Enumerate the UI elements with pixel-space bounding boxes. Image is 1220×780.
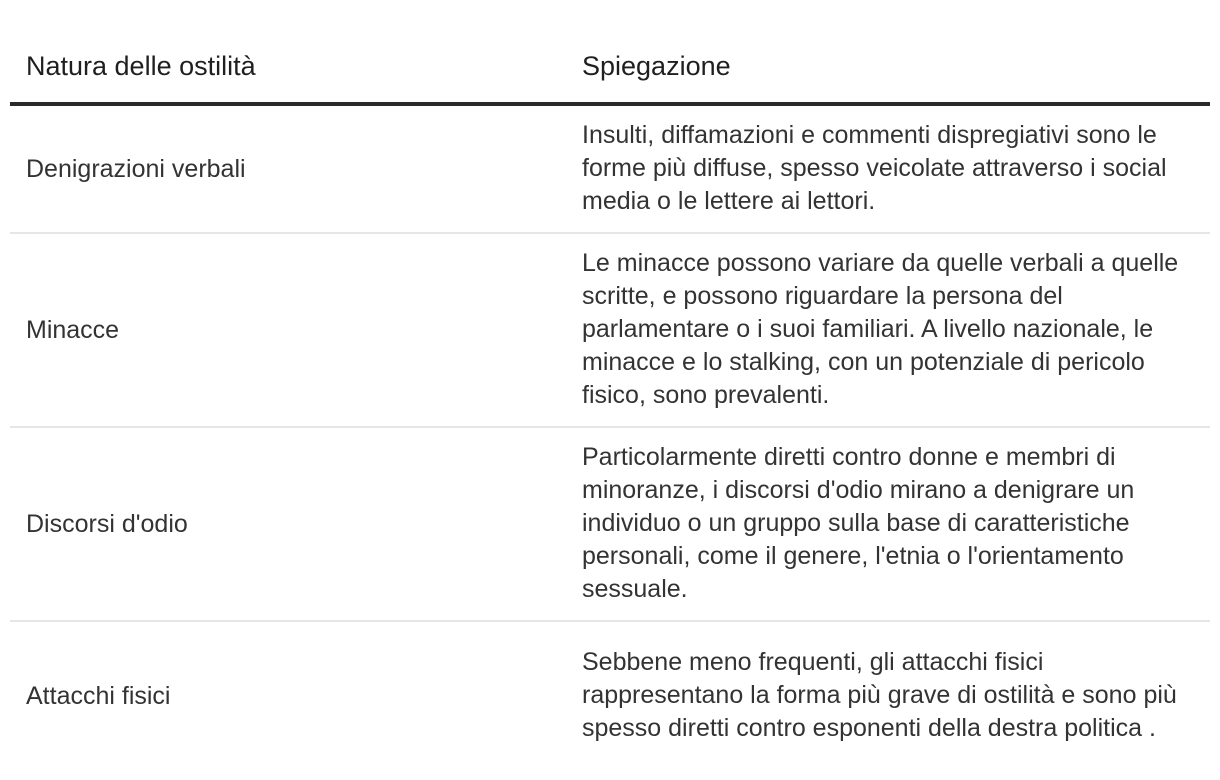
hostility-table-container [10, 34, 1210, 770]
column-header-nature: Natura delle ostilità [10, 34, 566, 104]
table-row [10, 427, 1210, 621]
nature-cell: Attacchi fisici [26, 681, 171, 710]
explanation-cell: Insulti, diffamazioni e commenti dispregiativi sono le forme più diffuse, spesso veicolate attraverso i social media o le lettere ai lettori. [566, 104, 1210, 233]
column-header-explanation: Spiegazione [566, 34, 1210, 104]
hostility-table [10, 34, 1210, 770]
table-header [10, 34, 1210, 104]
table-row [10, 104, 1210, 233]
nature-cell: Discorsi d'odio [10, 427, 566, 621]
explanation-cell: Sebbene meno frequenti, gli attacchi fisici rappresentano la forma più grave di ostilità e sono più spesso diretti contro esponenti della destra politica . [582, 648, 1177, 742]
table-row [10, 621, 1210, 770]
explanation-cell: Particolarmente diretti contro donne e membri di minoranze, i discorsi d'odio mirano a denigrare un individuo o un gruppo sulla base di caratteristiche personali, come il genere, l'etnia o l'orientamento sessuale. [566, 427, 1210, 621]
table-row [10, 233, 1210, 427]
header-row [10, 34, 1210, 104]
explanation-cell: Le minacce possono variare da quelle verbali a quelle scritte, e possono riguardare la persona del parlamentare o i suoi familiari. A livello nazionale, le minacce e lo stalking, con un potenziale di pericolo fisico, sono prevalenti. [566, 233, 1210, 427]
table-body [10, 104, 1210, 770]
nature-cell: Denigrazioni verbali [10, 104, 566, 233]
nature-cell: Minacce [10, 233, 566, 427]
